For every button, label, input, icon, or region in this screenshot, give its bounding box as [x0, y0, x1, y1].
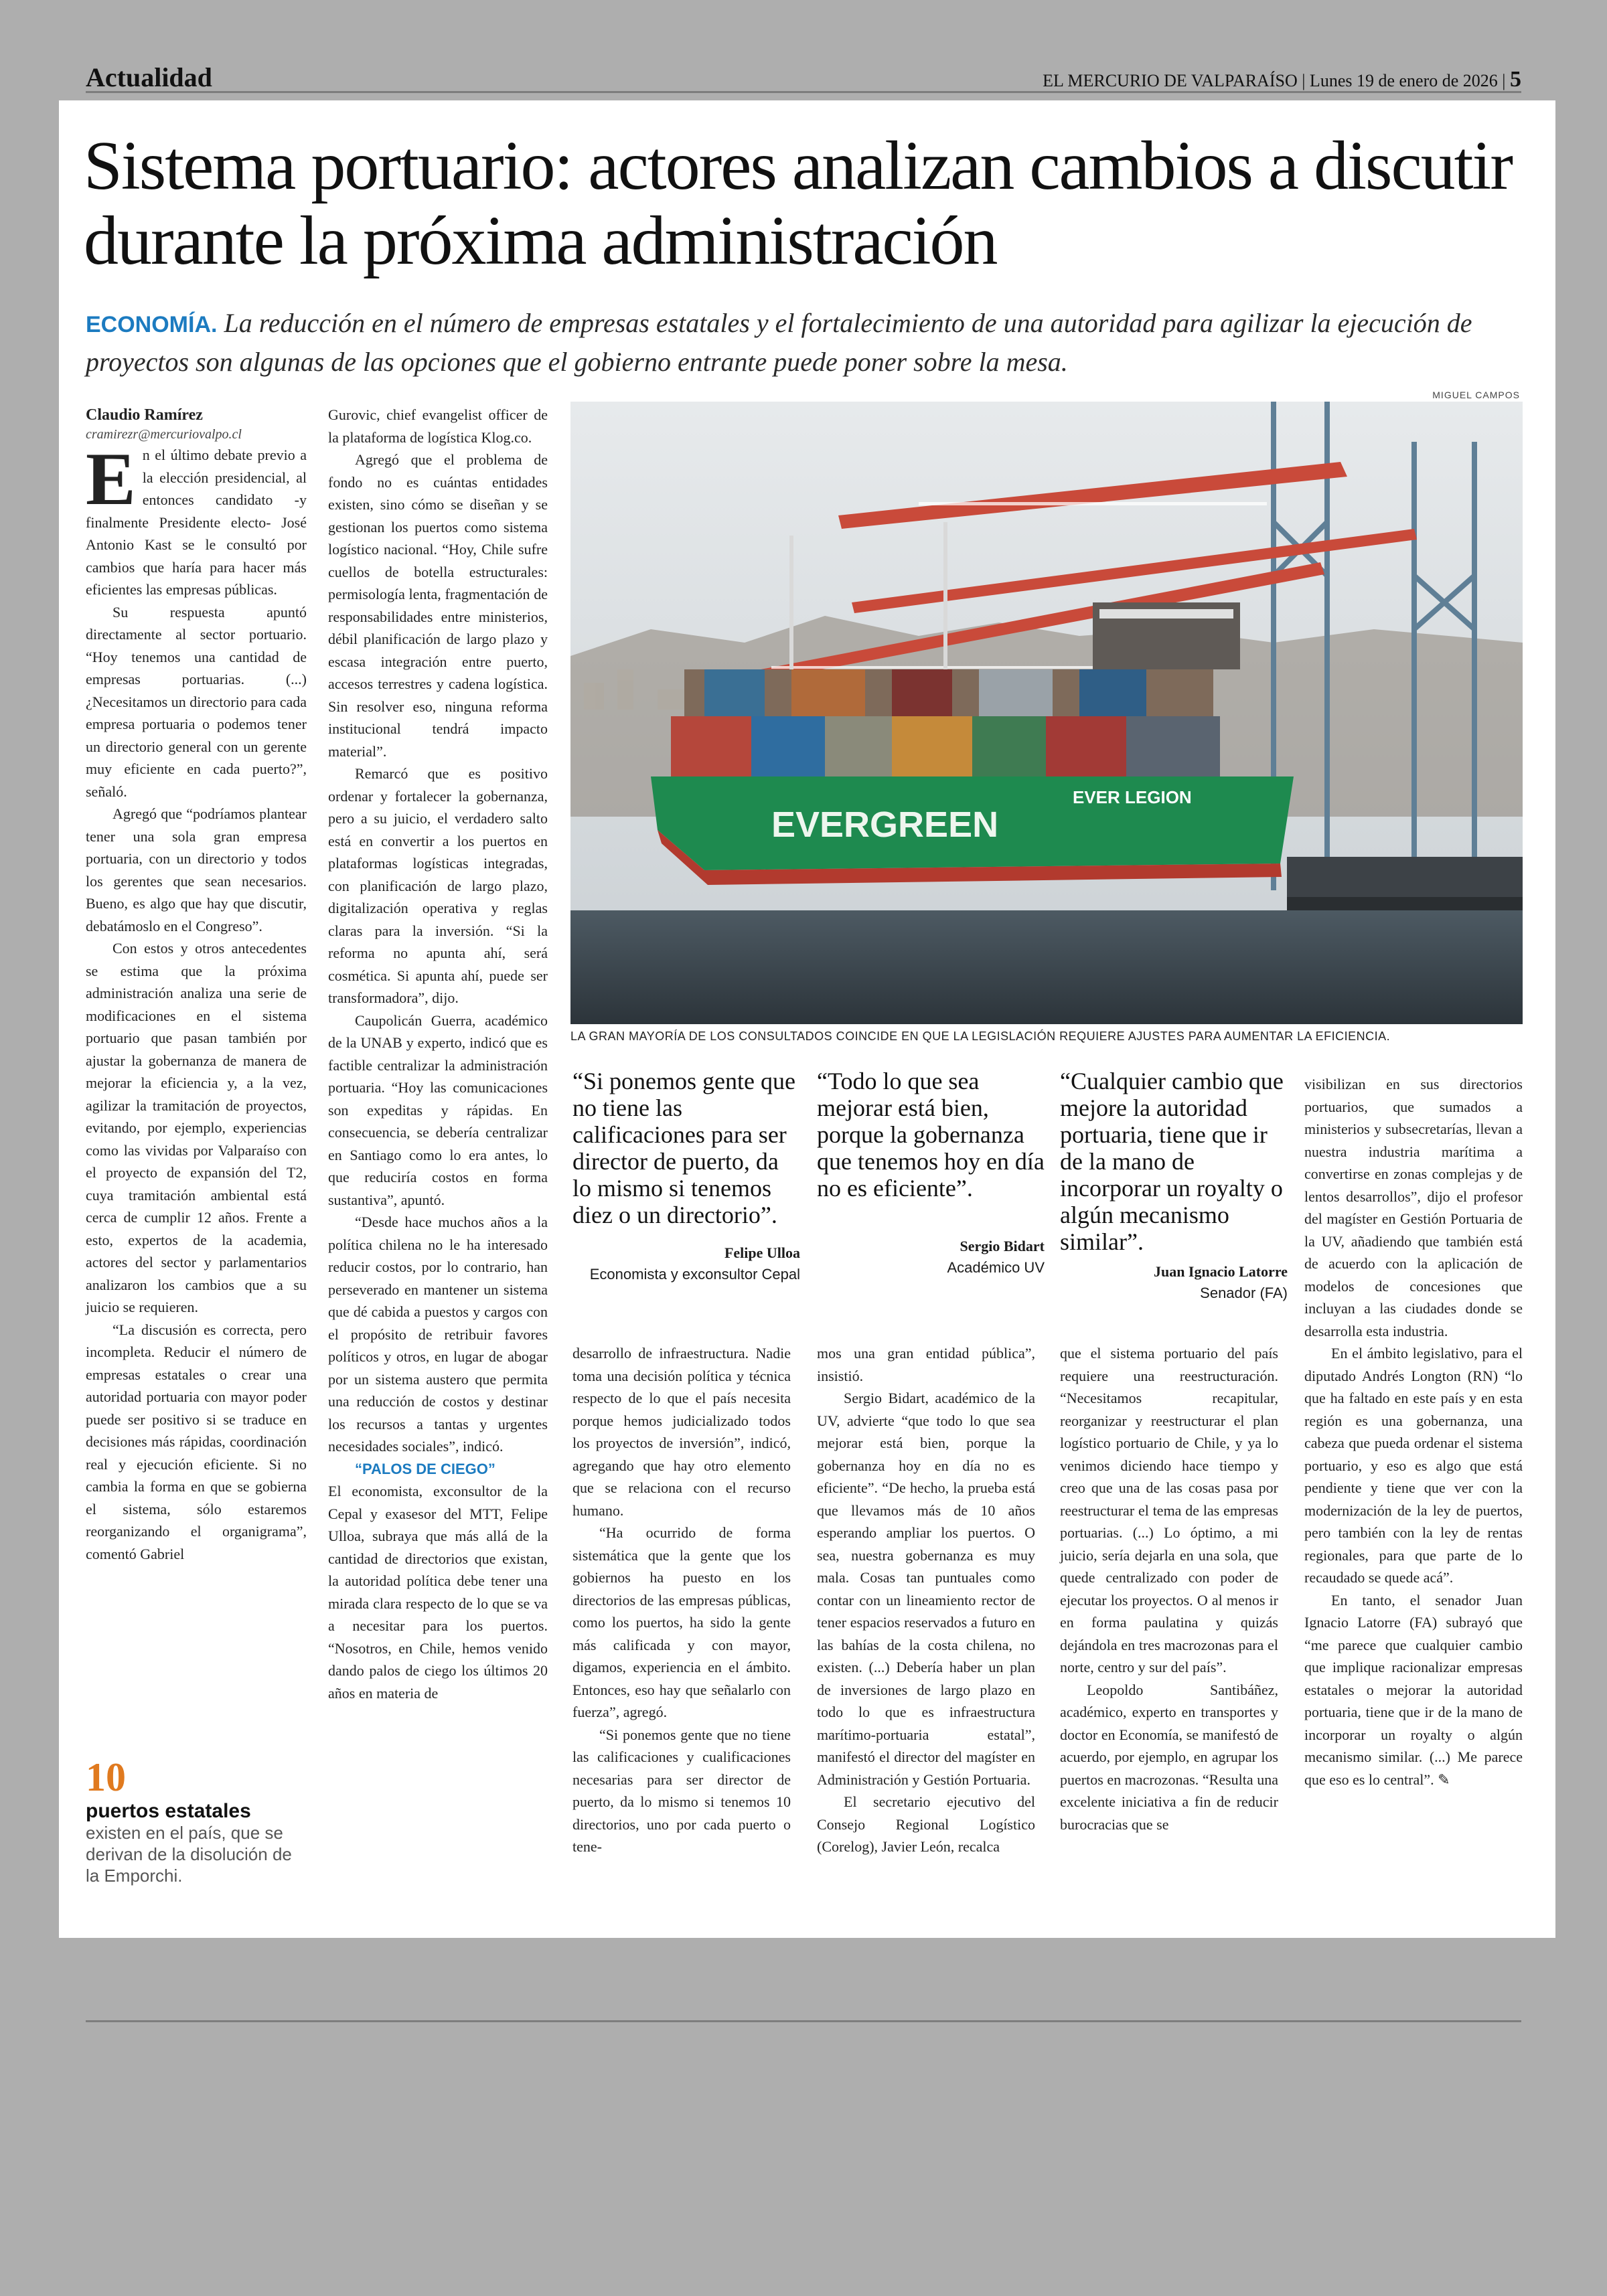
page-number: 5	[1510, 67, 1521, 92]
paragraph: visibilizan en sus directorios portuarios, que sumados a ministerios y subsecretarías, llevan a nuestra industria marítima a convertirse en zonas complejas y de lentos desarrollos”, dijo el profesor del magíster en Gestión Portuaria de la UV, añadiendo que también está de acuerdo con la aplicación de modelos de concesiones que incluyan a las ciudades donde se desarrolla esta industria.	[1304, 1076, 1523, 1339]
bottom-rule	[86, 2020, 1521, 2022]
port-photo	[570, 402, 1523, 1024]
paragraph: Remarcó que es positivo ordenar y fortalecer la gobernanza, pero a su juicio, el verdadero salto está en convertir a los puertos en plataformas logísticas integradas, con planificación de largo plazo, digitalización operativa y reglas claras para la inversión. “Si la reforma no apunta ahí, será cosmética. Si apunta ahí, puede ser transformadora”, dijo.	[328, 765, 548, 1006]
quote-author: Juan Ignacio Latorre	[1153, 1263, 1288, 1280]
paragraph: Caupolicán Guerra, académico de la UNAB y experto, indicó que es factible centralizar la administración portuaria. “Hoy las comunicaciones son expeditas y rápidas. En consecuencia, se debería centralizar en Santiago como lo era antes, lo que reduciría costos en forma sustantiva”, apuntó.	[328, 1011, 548, 1208]
quote-author: Felipe Ulloa	[724, 1244, 800, 1261]
lead-paragraph	[86, 438, 307, 601]
drop-cap: E	[86, 438, 136, 521]
pull-quote-latorre	[1060, 1068, 1288, 1302]
paragraph: El economista, exconsultor de la Cepal y exasesor del MTT, Felipe Ulloa, subraya que más allá de la cantidad de directorios que existan, la autoridad política debe tener una mirada clara respecto de lo que se va a necesitar para los puertos. “Nosotros, en Chile, hemos venido dando palos de ciego los últimos 20 años en materia de	[328, 1483, 548, 1702]
column-5	[1060, 1342, 1278, 1835]
deck	[86, 305, 1525, 381]
paragraph: Agregó que “podríamos plantear tener una sola gran empresa portuaria, con un directorio y todos los gerentes que sean necesarios. Bueno, es algo que hay que discutir, debatámoslo en el Congreso”.	[86, 805, 307, 934]
stat-number: 10	[86, 1755, 126, 1799]
port-photo-illustration	[570, 402, 1523, 1024]
paragraph: mos una gran entidad pública”, insistió.	[817, 1345, 1035, 1384]
column-6	[1304, 1073, 1523, 1791]
ship-name-text: EVER LEGION	[1073, 787, 1192, 807]
section-label: Actualidad	[86, 62, 212, 92]
paragraph: Su respuesta apuntó directamente al sector portuario. “Hoy tenemos una cantidad de empresas portuarias. (...) ¿Necesitamos un directorio para cada empresa portuaria o podemos tener un directorio general con un gerente muy eficiente en cada puerto?”, señaló.	[86, 603, 307, 800]
stat-bold: puertos estatales	[86, 1800, 251, 1822]
quote-text: “Si ponemos gente que no tiene las calificaciones para ser director de puerto, da lo mismo si tenemos diez o un directorio”.	[572, 1068, 795, 1228]
quote-text: “Todo lo que sea mejorar está bien, porque la gobernanza que tenemos hoy en día no es eficiente”.	[817, 1068, 1045, 1202]
paragraph: Gurovic, chief evangelist officer de la plataforma de logística Klog.co.	[328, 406, 548, 446]
quote-role: Académico UV	[947, 1259, 1045, 1276]
paragraph: “La discusión es correcta, pero incompleta. Reducir el número de empresas estatales o crear una autoridad portuaria con mayor poder puede ser positivo si se traduce en decisiones más rápidas, coordinación real y ejecución eficiente. Si no cambia la forma en que se gobierna el sistema, sólo estaremos reorganizando el organigrama”, comentó Gabriel	[86, 1321, 307, 1562]
hull-brand-text: EVERGREEN	[771, 805, 999, 845]
paragraph: desarrollo de infraestructura. Nadie toma una decisión política y técnica respecto de lo que el país necesita porque hemos judicializado todos los proyectos de inversión”, indicó, agregando que hay otro elemento que se relaciona con el recurso humano.	[572, 1345, 791, 1519]
paragraph: Con estos y otros antecedentes se estima que la próxima administración analiza una serie de modificaciones en el sistema portuario que pasan también por ajustar la gobernanza de manera de mejorar la eficiencia y, a la vez, agilizar la tramitación de proyectos, evitando, por ejemplo, experiencias como las vividas por Valparaíso con el proyecto de expansión del T2, cuya tramitación ambiental está cerca de cumplir 12 años. Frente a esto, expertos de la academia, actores del sector y parlamentarios analizaron los cambios que a su juicio se requieren.	[86, 940, 307, 1315]
byline-name: Claudio Ramírez	[86, 406, 203, 424]
quote-role: Economista y exconsultor Cepal	[589, 1266, 800, 1283]
deck-kicker: ECONOMÍA.	[86, 312, 218, 337]
byline-email: cramirezr@mercuriovalpo.cl	[86, 427, 242, 442]
paragraph: Leopoldo Santibáñez, académico, experto en transportes y doctor en Economía, se manifestó de acuerdo, por ejemplo, en agrupar los puertos en macrozonas. “Resulta una excelente iniciativa a fin de reducir burocracias que se	[1060, 1681, 1278, 1833]
column-4	[817, 1342, 1035, 1858]
column-3	[572, 1342, 791, 1858]
photo-credit: MIGUEL CAMPOS	[1432, 390, 1520, 400]
subhead: “PALOS DE CIEGO”	[355, 1460, 495, 1477]
newspaper-date: EL MERCURIO DE VALPARAÍSO | Lunes 19 de enero de 2026 |	[1043, 71, 1506, 90]
paragraph: que el sistema portuario del país requiere una reestructuración. “Necesitamos recapitular, reorganizar y reestructurar el plan logístico portuario de Chile, y ya lo venimos diciendo hace tiempo y creo que una de las cosas pasa por reestructurar el tema de las empresas portuarias. (...) Lo óptimo, a mi juicio, sería dejarla en una sola, que quede centralizado con poder de ejecutar los proyectos. O al menos ir en forma paulatina y quizás dejándola en tres macrozonas para el norte, centro y sur del país”.	[1060, 1345, 1278, 1675]
paragraph: n el último debate previo a la elección presidencial, al entonces candidato -y finalmente Presidente electo- José Antonio Kast se le consultó por cambios que haría para hacer más eficientes las empresas públicas.	[86, 446, 307, 598]
stat-rest: existen en el país, que se derivan de la disolución de la Emporchi.	[86, 1823, 292, 1886]
paragraph: En el ámbito legislativo, para el diputado Andrés Longton (RN) “lo que ha faltado en este país y en esta región es una gobernanza, una cabeza que pueda ordenar el sistema portuario, y eso es algo que está pendiente y tiene que ver con la modernización de la ley de puertos, pero también con la ley de rentas regionales, para que parte de lo recaudado se quede acá”.	[1304, 1345, 1523, 1586]
photo-caption: LA GRAN MAYORÍA DE LOS CONSULTADOS COINCIDE EN QUE LA LEGISLACIÓN REQUIERE AJUSTES PARA AUMENTAR LA EFICIENCIA.	[570, 1030, 1391, 1043]
column-1	[86, 405, 307, 1565]
paragraph: Agregó que el problema de fondo no es cuántas entidades existen, sino cómo se diseñan y se gestionan los puertos como sistema logístico nacional. “Hoy, Chile sufre cuellos de botella estructurales: permisología lenta, fragmentación de responsabilidades entre ministerios, débil planificación de largo plazo y escasa integración entre puerto, accesos terrestres y cadena logística. Sin resolver eso, ninguna reforma institucional tendrá impacto material”.	[328, 451, 548, 760]
paragraph: “Desde hace muchos años a la política chilena no le ha interesado reducir costos, por lo contrario, han perseverado en mantener un sistema que dé cabida a puestos y cargos con el propósito de retribuir favores políticos y otros, en lugar de abogar por un sistema austero que permita una reducción de costos y destinar los recursos a tantas y urgentes necesidades sociales”, indicó.	[328, 1214, 548, 1455]
deck-text: La reducción en el número de empresas estatales y el fortalecimiento de una autoridad para agilizar la ejecución de proyectos son algunas de las opciones que el gobierno entrante puede poner sobre la mesa.	[86, 308, 1472, 377]
quote-text: “Cualquier cambio que mejore la autoridad portuaria, tiene que ir de la mano de incorporar un royalty o algún mecanismo similar”.	[1060, 1068, 1284, 1255]
pull-quote-bidart	[817, 1068, 1045, 1277]
page-header	[1043, 67, 1521, 92]
headline: Sistema portuario: actores analizan cambios a discutir durante la próxima administración	[84, 127, 1513, 279]
pull-quote-ulloa	[572, 1068, 800, 1283]
column-2	[328, 404, 548, 1704]
quote-author: Sergio Bidart	[960, 1238, 1045, 1254]
paragraph: Sergio Bidart, académico de la UV, advierte “que todo lo que sea mejorar está bien, porque la gobernanza hoy en día no es eficiente”. “De hecho, la prueba está que llevamos más de 10 años esperando ampliar los puertos. O sea, nuestra gobernanza es muy mala. Cosas tan puntuales como contar con un lineamiento rector de tener espacios reservados a futuro en las bahías de la costa chilena, no existen. (...) Debería haber un plan de inversiones de largo plazo en todo lo que es infraestructura marítimo-portuaria estatal”, manifestó el director del magíster en Administración y Gestión Portuaria.	[817, 1390, 1035, 1788]
paragraph: “Si ponemos gente que no tiene las calificaciones y cualificaciones necesarias para ser director de puerto, da lo mismo si tenemos 10 directorios, uno por cada puerto o tene-	[572, 1726, 791, 1855]
quote-role: Senador (FA)	[1200, 1285, 1288, 1301]
paragraph: El secretario ejecutivo del Consejo Regional Logístico (Corelog), Javier León, recalca	[817, 1793, 1035, 1855]
paragraph: En tanto, el senador Juan Ignacio Latorre (FA) subrayó que “me parece que cualquier cambio que implique racionalizar empresas estatales o mejorar la autoridad portuaria, tiene que ir de la mano de incorporar un royalty o algún mecanismo similar. (...) Me parece que eso es lo central”. ✎	[1304, 1591, 1523, 1788]
stat-text	[86, 1801, 307, 1886]
paragraph: “Ha ocurrido de forma sistemática que la gente que los gobiernos ha puesto en los directorios de las empresas públicas, como los puertos, ha sido la gente más calificada y con mayor, digamos, experiencia en el ámbito. Entonces, eso hay que señalarlo con fuerza”, agregó.	[572, 1524, 791, 1720]
